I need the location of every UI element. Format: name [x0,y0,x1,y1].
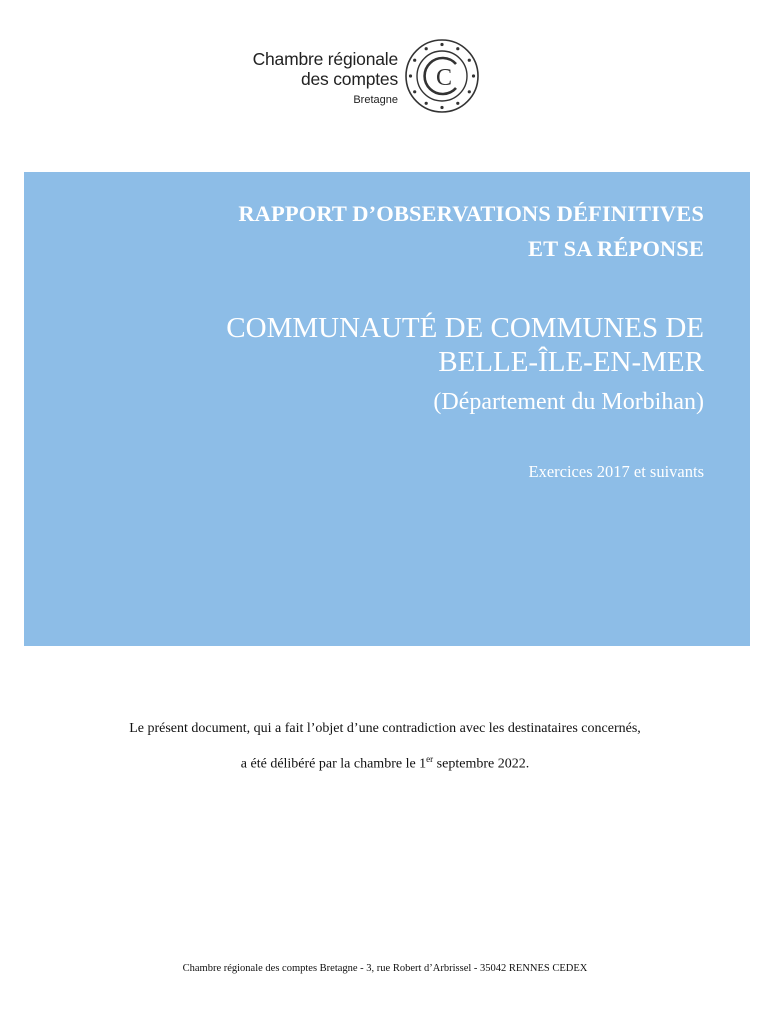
title-banner [24,172,750,646]
footer-address: Chambre régionale des comptes Bretagne - 3, rue Robert d’Arbrissel - 35042 RENNES CEDEX [182,963,588,974]
logo-line-1: Chambre régionale [252,49,398,69]
crc-logo [225,38,480,114]
notice-line-2 [0,744,770,780]
deliberation-notice [0,714,770,780]
report-title-line-1: RAPPORT D’OBSERVATIONS DÉFINITIVES [238,201,704,226]
department-label: (Département du Morbihan) [433,389,704,415]
entity-name-line-1: COMMUNAUTÉ DE COMMUNES DE [226,312,704,344]
entity-name [226,311,704,379]
notice-line-1: Le présent document, qui a fait l’objet d’une contradiction avec les destinataires concernés, [129,721,641,736]
logo-text [253,51,398,106]
report-title [238,196,704,266]
logo-line-2: des comptes [300,68,398,89]
seal-letter: C [435,65,453,91]
notice-line-2-start: a été délibéré par la chambre le 1 [240,756,427,772]
report-title-line-2: ET SA RÉPONSE [528,236,704,261]
entity-name-line-2: BELLE-ÎLE-EN-MER [438,346,704,378]
logo-line-3: Bretagne [353,94,398,106]
cour-des-comptes-seal-icon [404,38,480,114]
notice-line-2-end: septembre 2022. [433,756,530,772]
notice-ordinal-suffix: er [426,754,434,764]
period-label: Exercices 2017 et suivants [528,462,704,481]
